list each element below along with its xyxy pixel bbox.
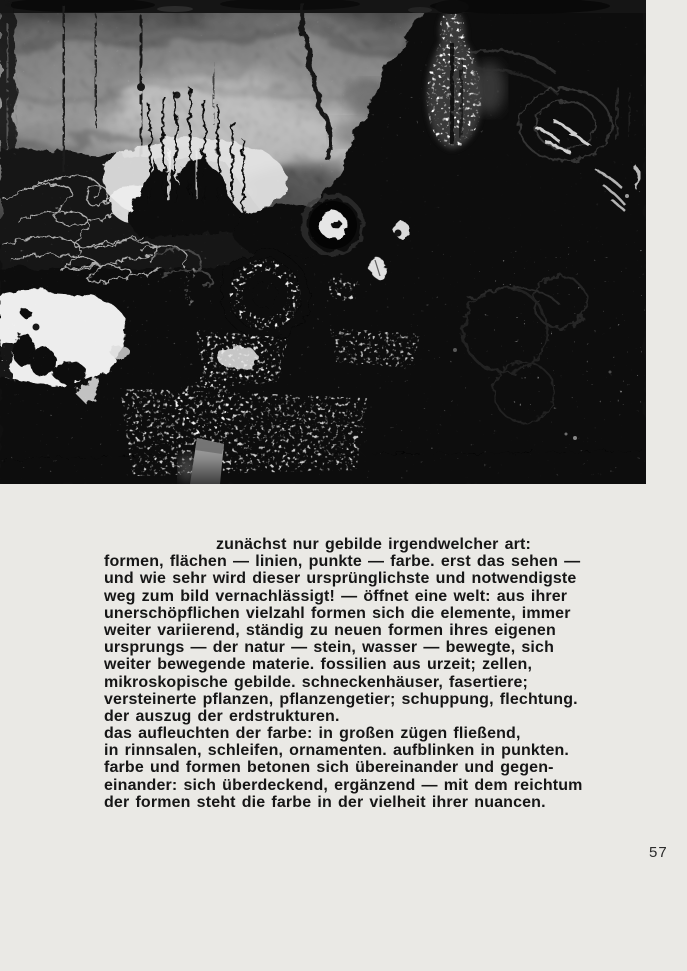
text-line: ursprungs — der natur — stein, wasser — bewegte, sich [104, 639, 555, 657]
text-line: der formen steht die farbe in der vielheit ihrer nuancen. [104, 793, 546, 811]
text-line: versteinerte pflanzen, pflanzengetier; schuppung, flechtung. [104, 690, 578, 708]
text-line: mikroskopische gebilde. schneckenhäuser, fasertiere; [104, 673, 529, 691]
text-line: in rinnsalen, schleifen, ornamenten. aufblinken in punkten. [104, 742, 570, 760]
text-line: und wie sehr wird dieser ursprünglichste und notwendigste [104, 570, 577, 588]
text-line: weiter variierend, ständig zu neuen formen ihres eigenen [104, 621, 556, 639]
body-text [104, 536, 596, 811]
text-line: weg zum bild vernachlässigt! — öffnet eine welt: aus ihrer [104, 587, 568, 605]
abstract-artwork-svg [0, 0, 646, 484]
text-line: unerschöpflichen vielzahl formen sich die elemente, immer [104, 604, 571, 622]
artwork-image [0, 0, 646, 484]
text-line: weiter bewegende materie. fossilien aus urzeit; zellen, [104, 656, 533, 674]
text-line: formen, flächen — linien, punkte — farbe. erst das sehen — [104, 553, 581, 571]
text-line: der auszug der erdstrukturen. [104, 707, 340, 725]
text-line: einander: sich überdeckend, ergänzend — mit dem reichtum [104, 776, 583, 794]
text-line: zunächst nur gebilde irgendwelcher art: [216, 536, 532, 553]
text-line: farbe und formen betonen sich übereinander und gegen- [104, 759, 554, 777]
text-line: das aufleuchten der farbe: in großen zügen fließend, [104, 725, 521, 743]
page-number: 57 [649, 844, 668, 861]
